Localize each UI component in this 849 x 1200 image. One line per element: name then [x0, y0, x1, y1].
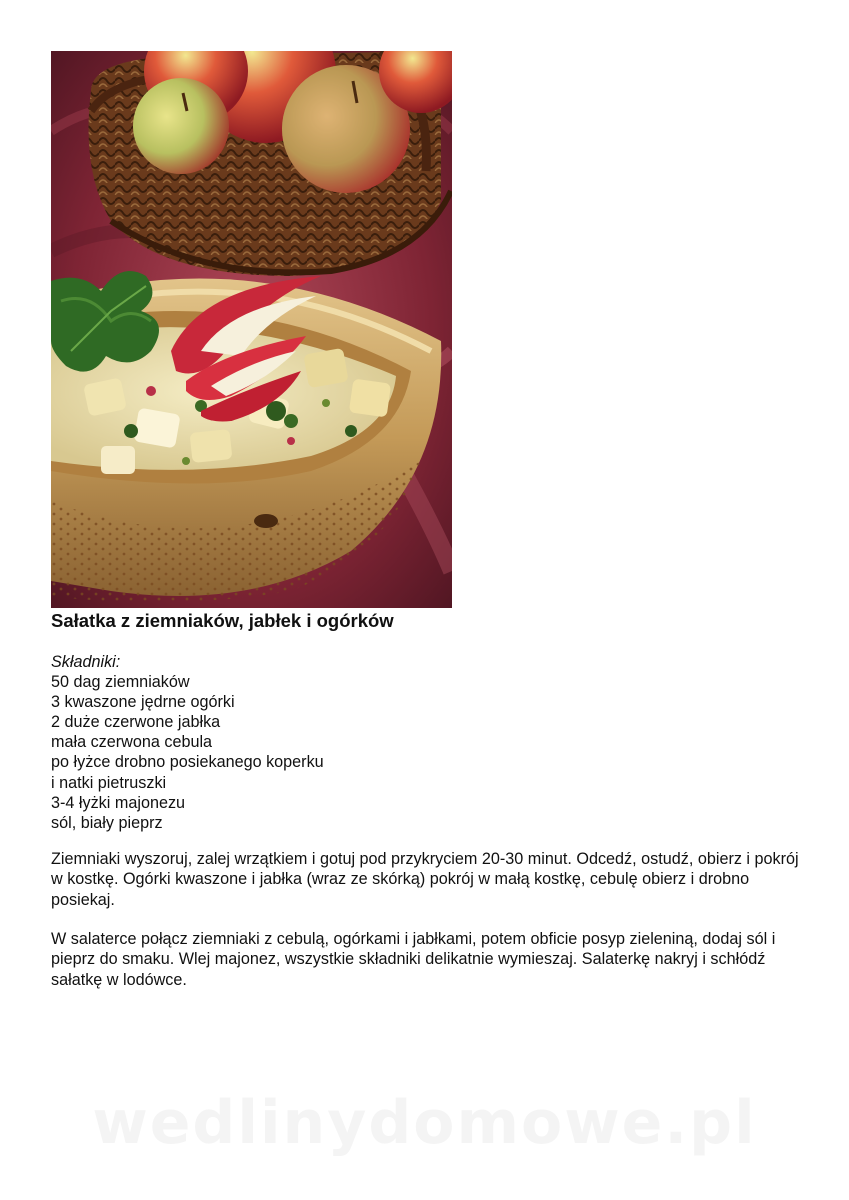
- ingredient-item: 3-4 łyżki majonezu: [51, 793, 186, 812]
- recipe-title: Sałatka z ziemniaków, jabłek i ogórków: [51, 610, 394, 631]
- ingredient-item: 3 kwaszone jędrne ogórki: [51, 693, 235, 712]
- ingredients-label: Składniki:: [51, 653, 121, 671]
- ingredient-item: 50 dag ziemniaków: [51, 673, 190, 692]
- ingredient-item: i natki pietruszki: [51, 773, 167, 792]
- instructions-paragraph-1: Ziemniaki wyszoruj, zalej wrzątkiem i gotuj pod przykryciem 20-30 minut. Odcedź, ostudź, obierz i pokrój w kostkę. Ogórki kwaszone i jabłka (wraz ze skórką) pokrój w małą kostkę, cebulę obierz i drobno posiekaj.: [51, 850, 799, 909]
- ingredient-item: 2 duże czerwone jabłka: [51, 713, 221, 732]
- ingredient-item: mała czerwona cebula: [51, 733, 213, 752]
- site-watermark: wedlinydomowe.pl: [92, 1088, 757, 1158]
- salad-illustration: [51, 51, 452, 608]
- ingredient-item: sól, biały pieprz: [51, 813, 163, 832]
- ingredients-list: [51, 652, 324, 833]
- instructions-paragraph-2: W salaterce połącz ziemniaki z cebulą, ogórkami i jabłkami, potem obficie posyp zieleniną, dodaj sól i pieprz do smaku. Wlej majonez, wszystkie składniki delikatnie wymieszaj. Salaterkę nakryj i schłódź sałatkę w lodówce.: [51, 930, 776, 989]
- salad-photo: [51, 51, 452, 608]
- ingredient-item: po łyżce drobno posiekanego koperku: [51, 753, 324, 772]
